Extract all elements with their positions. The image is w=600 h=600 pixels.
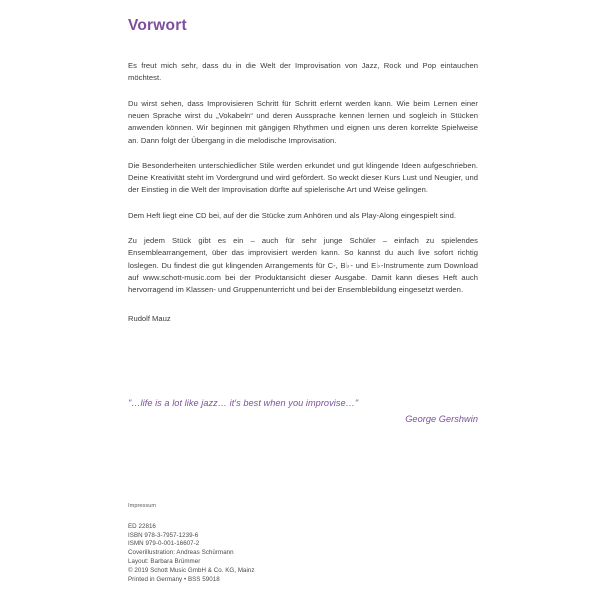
gershwin-quote-block [128,397,478,427]
paragraph-intro: Es freut mich sehr, dass du in die Welt der Improvisation von Jazz, Rock und Pop eintauchen möchtest. [128,61,478,83]
quote-author: George Gershwin [405,413,478,424]
paragraph-ensemble-arrangements: Zu jedem Stück gibt es ein – auch für sehr junge Schüler – einfach zu spielendes Ensemblearrangement, über das improvisiert werden kann. So kannst du auch live sofort richtig loslegen. Du findest die gut klingenden Arrangements für C-, B♭- und E♭-Instrumente zum Download auf www.schott-music.com bei der Produktansicht dieser Ausgabe. Damit kann dieses Heft auch hervorragend im Klassen- und Gruppenunterricht und bei der Ensemblebildung eingesetzt werden. [128,236,478,295]
paragraph-styles-creativity: Die Besonderheiten unterschiedlicher Stile werden erkundet und gut klingende Ideen aufgeschrieben. Deine Kreativität steht im Vordergrund und wird gefördert. So weckt dieser Kurs Lust und Neugier, und der Einstieg in die Welt der Improvisation dürfte auf spielerische Art und Weise gelingen. [128,160,478,195]
imprint-line-layout: Layout: Barbara Brümmer [128,558,201,566]
preface-content [128,0,478,426]
page-title: Vorwort [128,17,187,34]
imprint-lines [128,523,458,585]
imprint-heading: Impressum [128,503,157,509]
author-signature: Rudolf Mauz [128,313,171,323]
imprint-section [128,503,458,584]
imprint-line-ismn: ISMN 979-0-001-16607-2 [128,540,200,548]
quote-text: "…life is a lot like jazz… it's best when you improvise…" [128,397,359,408]
paragraph-step-by-step: Du wirst sehen, dass Improvisieren Schritt für Schritt erlernt werden kann. Wie beim Lernen einer neuen Sprache wirst du „Vokabeln“ und deren Aussprache kennen lernen und sogleich in Stücken anwenden können. Wir beginnen mit gängigen Rhythmen und eignen uns deren korrekte Spielweise an. Dann folgt der Übergang in die melodische Improvisation. [128,98,478,145]
imprint-line-copyright: © 2019 Schott Music GmbH & Co. KG, Mainz [128,566,255,574]
paragraph-cd-playalong: Dem Heft liegt eine CD bei, auf der die Stücke zum Anhören und als Play-Along eingespielt sind. [128,210,456,220]
imprint-line-printed-in: Printed in Germany • BSS 59018 [128,575,220,583]
imprint-line-cover-illustration: Coverillustration: Andreas Schürmann [128,549,234,557]
imprint-line-isbn: ISBN 978-3-7957-1239-6 [128,531,199,539]
imprint-line-edition: ED 22816 [128,522,156,530]
